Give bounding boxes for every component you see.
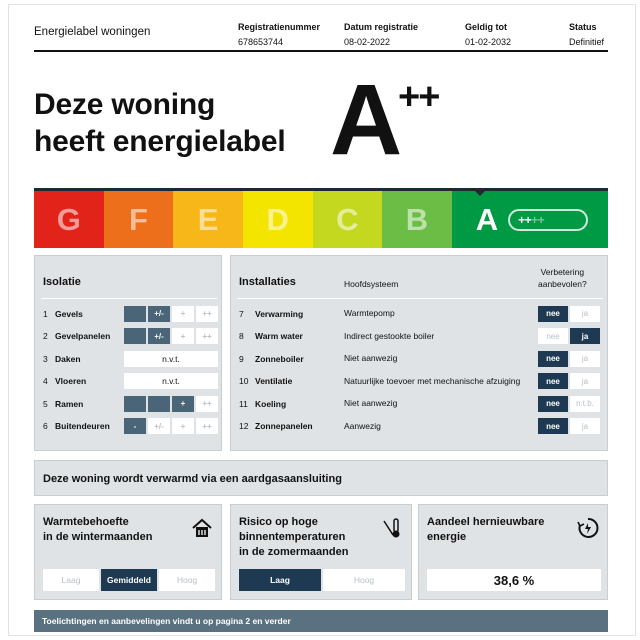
improvement-no: nee <box>538 328 568 344</box>
valid-label: Geldig tot <box>465 22 507 32</box>
improvement-yes: ja <box>570 418 600 434</box>
renewable-share-title-line-1: Aandeel hernieuwbare <box>427 516 545 528</box>
installatie-row-number: 8 <box>239 331 244 341</box>
isolatie-row <box>43 328 110 345</box>
installatie-row-name: Verwarming <box>255 308 304 319</box>
heat-demand-mid: Gemiddeld <box>101 569 157 591</box>
statement-line-2: heeft energielabel <box>34 125 286 158</box>
installatie-row-number: 10 <box>239 376 249 386</box>
improvement-recommended <box>538 328 600 344</box>
isolatie-rating-na: n.v.t. <box>124 373 218 389</box>
isolatie-row-name: Ramen <box>55 398 84 409</box>
isolatie-row-name: Daken <box>55 353 81 364</box>
isolatie-rating-na: n.v.t. <box>124 351 218 367</box>
isolatie-rating-cell: - <box>124 418 146 434</box>
overheating-risk-box <box>230 504 412 600</box>
isolatie-row-name: Gevels <box>55 308 83 319</box>
isolatie-rating-cell <box>124 328 146 344</box>
scale-letter-e: E <box>197 201 219 237</box>
isolatie-rating-cell: +/- <box>148 328 170 344</box>
scale-letter-c: C <box>336 201 359 237</box>
renewable-share-box <box>418 504 608 600</box>
isolatie-rating-cell <box>124 306 146 322</box>
installatie-row-name: Koeling <box>255 398 287 409</box>
isolatie-rating <box>124 373 218 389</box>
valid-value: 01-02-2032 <box>465 37 512 47</box>
improvement-no: nee <box>538 418 568 434</box>
scale-class-g <box>34 191 104 248</box>
installatie-row-name: Warm water <box>255 331 303 341</box>
isolatie-panel <box>34 255 222 451</box>
recycle-energy-icon <box>577 517 599 539</box>
isolatie-rating-cell: + <box>172 418 194 434</box>
isolatie-row-number: 2 <box>43 331 48 341</box>
installatie-row <box>239 305 303 322</box>
installatie-row <box>239 328 303 345</box>
isolatie-rating-cell: +/- <box>148 306 170 322</box>
installatie-row <box>239 373 292 390</box>
installaties-panel <box>230 255 608 451</box>
installatie-system: Aanwezig <box>344 420 381 431</box>
status-column <box>569 21 604 49</box>
date-value: 08-02-2022 <box>344 37 391 47</box>
installatie-row <box>239 350 304 367</box>
isolatie-row <box>43 373 86 390</box>
label-statement <box>34 86 286 160</box>
valid-column <box>465 21 511 49</box>
isolatie-rating-cell: +/- <box>148 418 170 434</box>
isolatie-rating-cell: ++ <box>196 396 218 412</box>
installatie-system: Niet aanwezig <box>344 353 398 363</box>
installatie-row <box>239 395 286 412</box>
improvement-yes: ja <box>570 351 600 367</box>
isolatie-row-name: Vloeren <box>55 376 87 386</box>
heating-source-banner: Deze woning wordt verwarmd via een aardgasaansluiting <box>34 460 608 496</box>
improvement-recommended <box>538 418 600 434</box>
isolatie-row-number: 3 <box>43 353 48 364</box>
overheating-risk-title-line-2: binnentemperaturen <box>239 531 346 543</box>
improvement-no: nee <box>538 373 568 389</box>
isolatie-row-number: 4 <box>43 376 48 386</box>
overheating-risk-scale <box>239 569 405 591</box>
isolatie-row <box>43 418 110 435</box>
isolatie-rating-cell: + <box>172 306 194 322</box>
isolatie-rating-cell <box>148 396 170 412</box>
improvement-no: nee <box>538 351 568 367</box>
heat-demand-box <box>34 504 222 600</box>
isolatie-rating <box>124 328 218 344</box>
scale-letter-b: B <box>405 201 429 237</box>
installatie-row-number: 7 <box>239 308 244 319</box>
isolatie-row-name: Gevelpanelen <box>55 331 111 341</box>
isolatie-row-name: Buitendeuren <box>55 421 110 431</box>
improve-header-line-1: Verbetering <box>540 267 585 277</box>
improve-header-line-2: aanbevolen? <box>538 279 587 289</box>
renewable-share-value: 38,6 % <box>427 569 601 591</box>
registration-column <box>238 21 320 49</box>
scale-class-f <box>104 191 174 248</box>
status-label: Status <box>569 22 597 32</box>
installatie-row-name: Zonnepanelen <box>255 421 313 431</box>
isolatie-row-number: 5 <box>43 398 48 409</box>
registration-label: Registratienummer <box>238 22 321 32</box>
improvement-yes: ja <box>570 373 600 389</box>
house-heat-icon <box>191 517 213 539</box>
energy-scale-bar <box>34 188 608 248</box>
improvement-yes: ja <box>570 328 600 344</box>
date-label: Datum registratie <box>344 22 419 32</box>
improvement-recommended <box>538 351 600 367</box>
isolatie-rating-cell: ++ <box>196 418 218 434</box>
improvement-yes: ja <box>570 306 600 322</box>
overheating-risk-title-line-1: Risico op hoge <box>239 516 318 528</box>
isolatie-rating-cell: + <box>172 328 194 344</box>
improvement-recommended <box>538 373 600 389</box>
heat-demand-high: Hoog <box>159 569 215 591</box>
overheating-risk-low: Laag <box>239 569 321 591</box>
thermometer-icon <box>381 517 403 539</box>
renewable-share-title-line-2: energie <box>427 531 467 543</box>
installatie-row-number: 12 <box>239 421 249 431</box>
scale-class-c <box>313 191 383 248</box>
installatie-system: Natuurlijke toevoer met mechanische afzuiging <box>344 375 521 386</box>
scale-letter-g: G <box>56 201 81 237</box>
installatie-system: Niet aanwezig <box>344 398 398 408</box>
installatie-row-number: 9 <box>239 353 244 364</box>
installaties-divider <box>237 298 603 299</box>
status-value: Definitief <box>569 37 605 47</box>
scale-letter-f: F <box>128 201 148 237</box>
improvement-recommended <box>538 306 600 322</box>
installatie-system: Indirect gestookte boiler <box>344 330 435 341</box>
overheating-risk-title <box>239 515 348 560</box>
isolatie-rating <box>124 351 218 367</box>
isolatie-title: Isolatie <box>43 276 81 288</box>
improvement-recommended <box>538 396 600 412</box>
installatie-row-number: 11 <box>239 398 248 409</box>
statement-line-1: Deze woning <box>34 88 216 121</box>
renewable-share-title <box>427 515 544 545</box>
energy-label-plus: ++ <box>398 76 439 118</box>
isolatie-row <box>43 350 81 367</box>
installatie-row <box>239 418 313 435</box>
improvement-yes: n.t.b. <box>570 396 600 412</box>
overheating-risk-high: Hoog <box>323 569 405 591</box>
improve-header <box>538 266 587 290</box>
plus-class-inactive: ++ <box>531 212 545 227</box>
isolatie-rating <box>124 418 218 434</box>
registration-value: 678653744 <box>238 37 284 47</box>
isolatie-rating-cell <box>124 396 146 412</box>
isolatie-row-number: 6 <box>43 421 48 431</box>
scale-class-e <box>173 191 243 248</box>
system-header: Hoofdsysteem <box>344 279 399 289</box>
current-class-marker <box>472 188 488 196</box>
installatie-system: Warmtepomp <box>344 308 395 318</box>
isolatie-divider <box>41 298 217 299</box>
heat-demand-title-line-2: in de wintermaanden <box>43 531 153 543</box>
scale-class-b <box>382 191 452 248</box>
scale-class-a <box>452 191 608 248</box>
isolatie-row <box>43 395 83 412</box>
date-column <box>344 21 418 49</box>
overheating-risk-title-line-3: in de zomermaanden <box>239 546 349 558</box>
isolatie-row-number: 1 <box>43 308 48 319</box>
scale-letter-a: A <box>475 201 499 237</box>
footer-note: Toelichtingen en aanbevelingen vindt u op pagina 2 en verder <box>34 610 608 632</box>
heat-demand-title <box>43 515 152 545</box>
energy-label-letter: A <box>330 64 401 176</box>
installaties-title: Installaties <box>239 276 296 288</box>
plus-class-active: ++ <box>518 212 532 227</box>
isolatie-rating <box>124 396 218 412</box>
isolatie-rating-cell: + <box>172 396 194 412</box>
scale-class-d <box>243 191 313 248</box>
improvement-no: nee <box>538 396 568 412</box>
installatie-row-name: Ventilatie <box>255 376 293 386</box>
document-header <box>34 18 608 52</box>
heat-demand-low: Laag <box>43 569 99 591</box>
isolatie-rating <box>124 306 218 322</box>
heat-demand-scale <box>43 569 215 591</box>
isolatie-row <box>43 305 83 322</box>
isolatie-rating-cell: ++ <box>196 306 218 322</box>
isolatie-rating-cell: ++ <box>196 328 218 344</box>
installatie-row-name: Zonneboiler <box>255 353 304 364</box>
scale-letter-d: D <box>266 201 289 237</box>
heat-demand-title-line-1: Warmtebehoefte <box>43 516 129 528</box>
improvement-no: nee <box>538 306 568 322</box>
document-title: Energielabel woningen <box>34 26 151 38</box>
plus-class-pill <box>508 209 588 231</box>
